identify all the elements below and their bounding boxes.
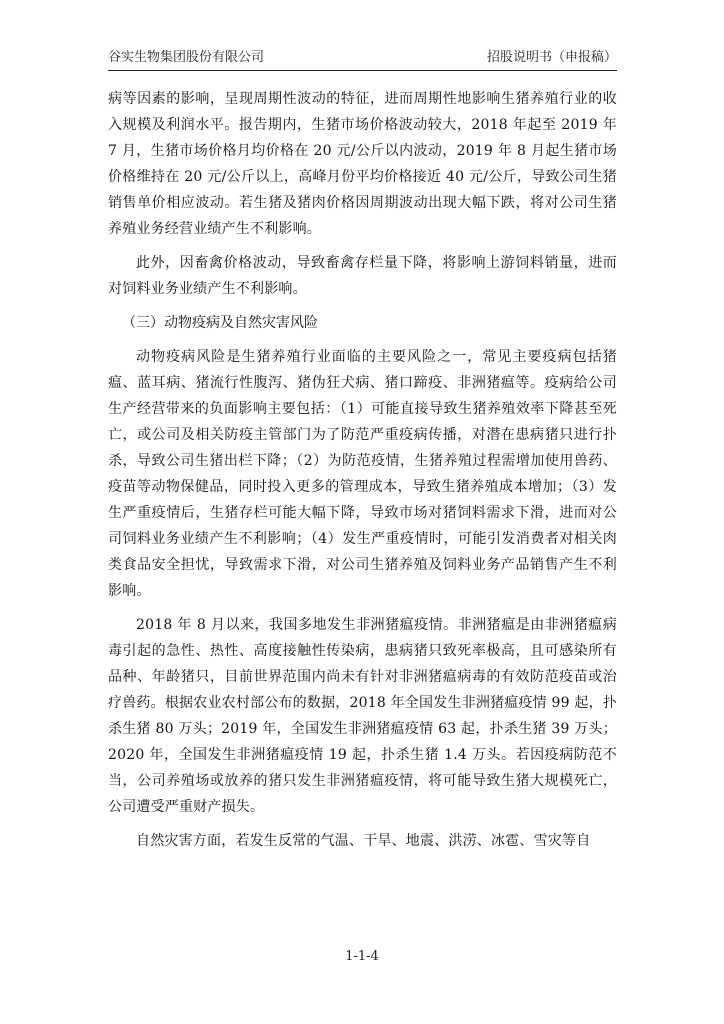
page-number: 1-1-4 bbox=[345, 949, 379, 964]
header-company-name: 谷实生物集团股份有限公司 bbox=[108, 50, 265, 65]
paragraph-feed-impact: 此外，因畜禽价格波动，导致畜禽存栏量下降，将影响上游饲料销量，进而对饲料业务业绩产生不利影响。 bbox=[108, 255, 617, 297]
page-header bbox=[108, 48, 617, 71]
paragraph-natural-disaster: 自然灾害方面，若发生反常的气温、干旱、地震、洪涝、冰雹、雪灾等自 bbox=[136, 833, 591, 849]
paragraph-price-cycle-continued: 病等因素的影响，呈现周期性波动的特征，进而周期性地影响生猪养殖行业的收入规模及利润水平。报告期内，生猪市场价格波动较大，2018 年起至 2019 年 7 月，生猪市场价格月均价格在 20 元/公斤以内波动，2019 年 8 月起生猪市场价格维持在 20 元/公斤以上，高峰月份平均价格接近 40 元/公斤，导致公司生猪销售单价相应波动。若生猪及猪肉价格因周期波动出现大幅下跌，将对公司生猪养殖业务经营业绩产生不利影响。 bbox=[108, 91, 617, 237]
page-content bbox=[108, 86, 617, 862]
paragraph-disease-risk: 动物疫病风险是生猪养殖行业面临的主要风险之一，常见主要疫病包括猪瘟、蓝耳病、猪流行性腹泻、猪伪狂犬病、猪口蹄疫、非洲猪瘟等。疫病给公司生产经营带来的负面影响主要包括：（1）可能直接导致生猪养殖效率下降甚至死亡，或公司及相关防疫主管部门为了防范严重疫病传播，对潜在患病猪只进行扑杀，导致公司生猪出栏下降；（2）为防范疫情，生猪养殖过程需增加使用兽药、疫苗等动物保健品，同时投入更多的管理成本，导致生猪养殖成本增加；（3）发生严重疫情后，生猪存栏可能大幅下降，导致市场对猪饲料需求下滑，进而对公司饲料业务业绩产生不利影响；（4）发生严重疫情时，可能引发消费者对相关肉类食品安全担忧，导致需求下滑，对公司生猪养殖及饲料业务产品销售产生不利影响。 bbox=[108, 349, 617, 599]
paragraph-african-swine-fever: 2018 年 8 月以来，我国多地发生非洲猪瘟疫情。非洲猪瘟是由非洲猪瘟病毒引起的急性、热性、高度接触性传染病，患病猪只致死率极高，且可感染所有品种、年龄猪只，目前世界范围内尚未有针对非洲猪瘟病毒的有效防范疫苗或治疗兽药。根据农业农村部公布的数据，2018 年全国发生非洲猪瘟疫情 99 起，扑杀生猪 80 万头；2019 年，全国发生非洲猪瘟疫情 63 起，扑杀生猪 39 万头；2020 年，全国发生非洲猪瘟疫情 19 起，扑杀生猪 1.4 万头。若因疫病防范不当，公司养殖场或放养的猪只发生非洲猪瘟疫情，将可能导致生猪大规模死亡，公司遭受严重财产损失。 bbox=[108, 617, 617, 815]
header-document-title: 招股说明书（申报稿） bbox=[486, 50, 617, 65]
section-heading-disease-risk: （三）动物疫病及自然灾害风险 bbox=[122, 315, 318, 331]
